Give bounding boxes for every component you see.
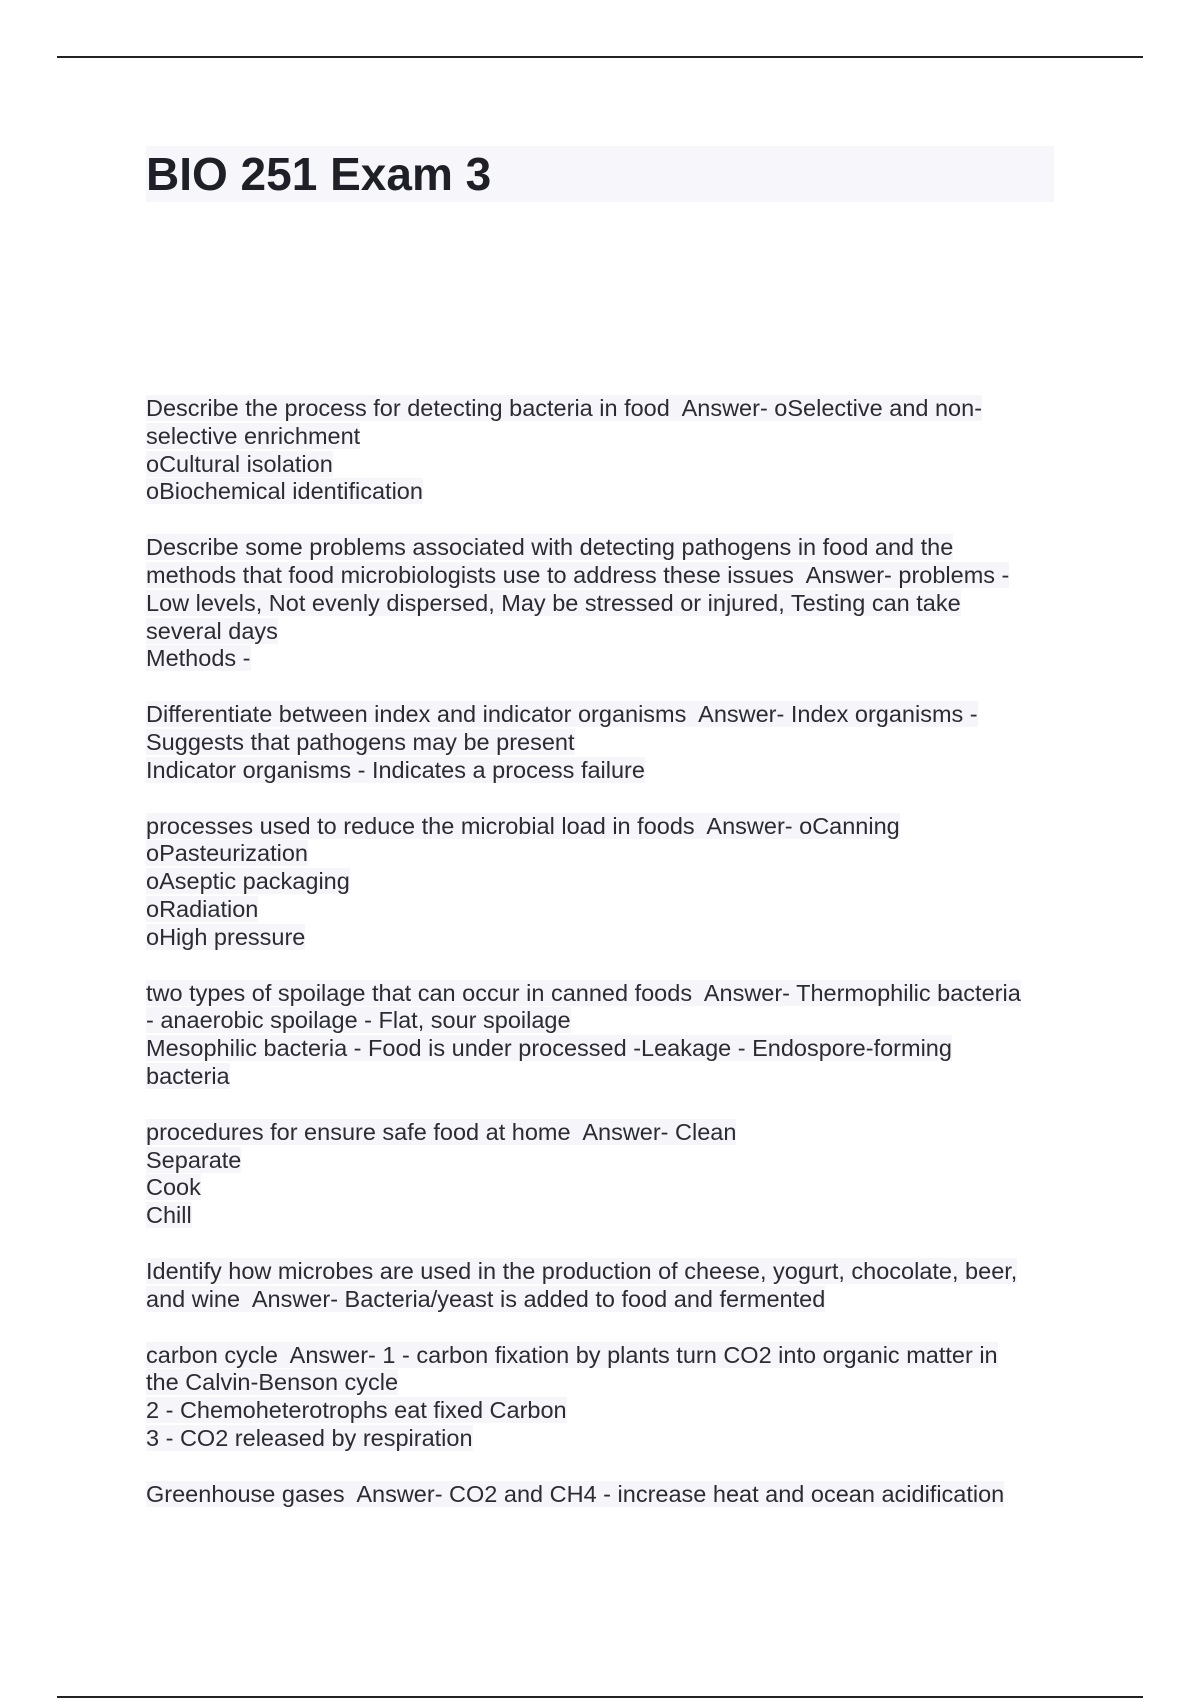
- qa-line-text: Indicator organisms - Indicates a process failure: [146, 756, 645, 783]
- qa-line-text: oRadiation: [146, 895, 259, 922]
- qa-line: [146, 451, 1066, 479]
- qa-line-text: Describe some problems associated with detecting pathogens in food and the: [146, 534, 954, 561]
- qa-line: [146, 1369, 1066, 1397]
- qa-line: [146, 1119, 1066, 1147]
- qa-line-text: Low levels, Not evenly dispersed, May be stressed or injured, Testing can take: [146, 589, 961, 616]
- bottom-rule: [57, 1696, 1143, 1698]
- qa-line: [146, 701, 1066, 729]
- qa-entry: [146, 813, 1066, 952]
- qa-line-text: oPasteurization: [146, 840, 308, 867]
- qa-line-text: Mesophilic bacteria - Food is under processed -Leakage - Endospore-forming: [146, 1035, 952, 1062]
- qa-line-text: procedures for ensure safe food at home Answer- Clean: [146, 1118, 737, 1145]
- qa-line-text: two types of spoilage that can occur in canned foods Answer- Thermophilic bacteria: [146, 979, 1021, 1006]
- qa-line: [146, 423, 1066, 451]
- qa-line: [146, 840, 1066, 868]
- qa-line-text: several days: [146, 617, 278, 644]
- qa-line-text: Methods -: [146, 645, 251, 672]
- qa-line-text: Identify how microbes are used in the production of cheese, yogurt, chocolate, beer,: [146, 1257, 1018, 1284]
- qa-line-text: oBiochemical identification: [146, 478, 423, 505]
- qa-line-text: bacteria: [146, 1062, 230, 1089]
- qa-line: [146, 1007, 1066, 1035]
- qa-line-text: oHigh pressure: [146, 923, 306, 950]
- qa-line-text: Suggests that pathogens may be present: [146, 728, 575, 755]
- qa-line: [146, 1397, 1066, 1425]
- qa-line: [146, 757, 1066, 785]
- qa-entry: [146, 1258, 1066, 1314]
- qa-line: [146, 645, 1066, 673]
- qa-line: [146, 562, 1066, 590]
- qa-entry: [146, 980, 1066, 1091]
- qa-line-text: oAseptic packaging: [146, 868, 350, 895]
- qa-line-text: 2 - Chemoheterotrophs eat fixed Carbon: [146, 1397, 567, 1424]
- qa-line: [146, 1258, 1066, 1286]
- qa-line-text: processes used to reduce the microbial load in foods Answer- oCanning: [146, 812, 900, 839]
- qa-list: [146, 395, 1066, 1537]
- qa-line: [146, 1481, 1066, 1509]
- qa-line-text: oCultural isolation: [146, 450, 333, 477]
- qa-entry: [146, 1342, 1066, 1453]
- qa-line: [146, 1425, 1066, 1453]
- qa-line-text: Separate: [146, 1146, 242, 1173]
- qa-line-text: Chill: [146, 1202, 192, 1229]
- qa-entry: [146, 1481, 1066, 1509]
- qa-line: [146, 1342, 1066, 1370]
- qa-line: [146, 924, 1066, 952]
- qa-line: [146, 868, 1066, 896]
- qa-line-text: 3 - CO2 released by respiration: [146, 1424, 473, 1451]
- qa-line: [146, 534, 1066, 562]
- qa-line-text: Describe the process for detecting bacteria in food Answer- oSelective and non-: [146, 395, 983, 421]
- qa-line: [146, 478, 1066, 506]
- qa-line: [146, 1202, 1066, 1230]
- qa-line-text: carbon cycle Answer- 1 - carbon fixation by plants turn CO2 into organic matter in: [146, 1341, 998, 1368]
- qa-line-text: methods that food microbiologists use to address these issues Answer- problems -: [146, 561, 1010, 588]
- qa-line: [146, 980, 1066, 1008]
- qa-line: [146, 729, 1066, 757]
- qa-line: [146, 395, 1066, 423]
- qa-line-text: Greenhouse gases Answer- CO2 and CH4 - increase heat and ocean acidification: [146, 1480, 1005, 1507]
- qa-line: [146, 1286, 1066, 1314]
- qa-line-text: - anaerobic spoilage - Flat, sour spoilage: [146, 1007, 571, 1034]
- qa-entry: [146, 701, 1066, 784]
- qa-line: [146, 1147, 1066, 1175]
- qa-line-text: Differentiate between index and indicator organisms Answer- Index organisms -: [146, 701, 978, 728]
- qa-line: [146, 1035, 1066, 1063]
- qa-entry: [146, 395, 1066, 506]
- qa-line: [146, 1174, 1066, 1202]
- top-rule: [57, 56, 1143, 58]
- qa-line-text: the Calvin-Benson cycle: [146, 1369, 399, 1396]
- qa-line: [146, 813, 1066, 841]
- qa-line: [146, 896, 1066, 924]
- page-title: BIO 251 Exam 3: [146, 148, 492, 200]
- qa-line-text: and wine Answer- Bacteria/yeast is added to food and fermented: [146, 1285, 826, 1312]
- qa-line-text: selective enrichment: [146, 422, 361, 449]
- qa-line: [146, 590, 1066, 618]
- qa-entry: [146, 534, 1066, 673]
- qa-line: [146, 618, 1066, 646]
- qa-entry: [146, 1119, 1066, 1230]
- qa-line-text: Cook: [146, 1174, 201, 1201]
- qa-line: [146, 1063, 1066, 1091]
